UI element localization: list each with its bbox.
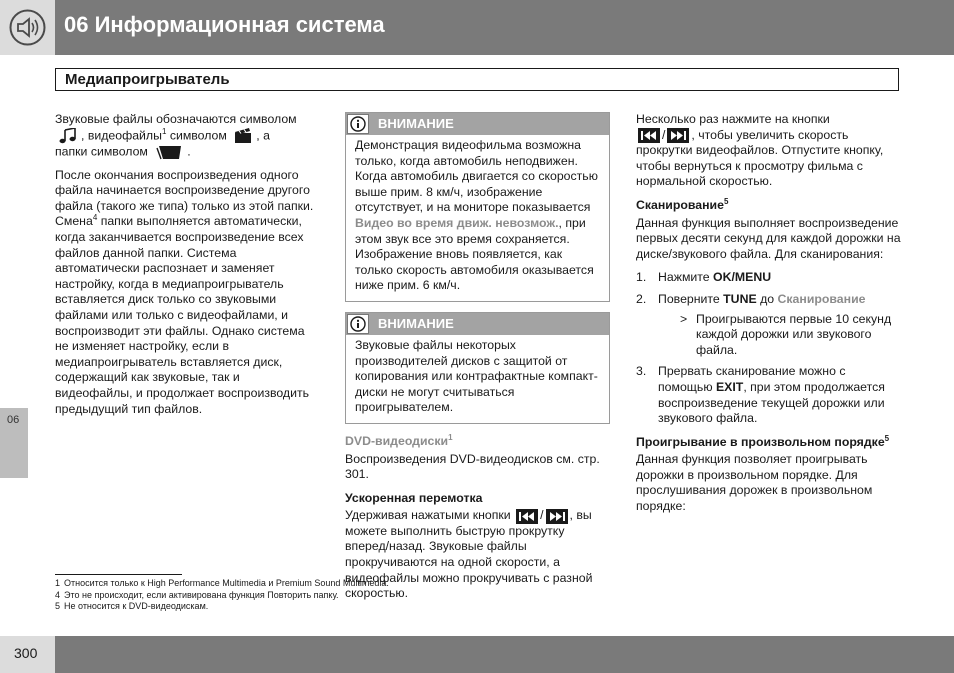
audio-file-icon — [59, 128, 77, 144]
column-2 — [345, 112, 610, 610]
column-3 — [636, 112, 901, 523]
warning-box-audio — [345, 312, 610, 424]
footnotes — [55, 578, 755, 613]
rewind-button-icon — [516, 509, 538, 524]
section-title: Медиапроигрыватель — [65, 71, 230, 88]
tune-label: TUNE — [723, 291, 757, 306]
chapter-side-tab — [0, 408, 28, 478]
forward-button-icon — [546, 509, 568, 524]
warning-header — [346, 113, 609, 135]
random-text: Данная функция позволяет проигрывать дорожки в произвольном порядке. Для прослушивания дорожек в произвольном порядке: — [636, 452, 873, 514]
column-1 — [55, 112, 320, 425]
rewind-button-icon — [638, 128, 660, 143]
chapter-title: 06 Информационная система — [64, 12, 385, 37]
side-tab-label: 06 — [7, 414, 20, 426]
forward-button-icon — [667, 128, 689, 143]
video-file-icon — [234, 128, 252, 144]
dvd-text: Воспроизведения DVD-видеодисков см. стр. 301. — [345, 451, 600, 482]
warning-text: Демонстрация видеофильма возможна только, когда автомобиль неподвижен. Когда автомобиль двигается со скоростью выше прим. 8 км/ч, изображение отсутствует, и на мониторе показывается Видео во время движ. невозмож., при этом звук все это время сохраняется. Изображение вновь появляется, как только скорость автомобиля оказывается ниже прим. 6 км/ч. — [355, 138, 598, 293]
footnote: 1 Относится только к High Performance Multimedia и Premium Sound Multimedia. — [55, 578, 389, 588]
chapter-header — [0, 0, 954, 55]
speaker-icon — [9, 9, 46, 46]
page-footer — [0, 636, 954, 673]
exit-label: EXIT — [715, 379, 744, 394]
dvd-heading: DVD-видеодиски$^1$ — [345, 432, 453, 448]
folder-icon — [155, 144, 183, 160]
footnote-divider — [55, 574, 182, 575]
intro-paragraph: Звуковые файлы обозначаются символом , видеофайлы$^1$ символом , а папки символом . — [55, 112, 297, 158]
footnote: 5 Не относится к DVD-видеодискам. — [55, 601, 209, 611]
warning-label: ВНИМАНИЕ — [378, 315, 454, 331]
page-number: 300 — [14, 645, 38, 661]
section-title-bar — [55, 68, 899, 91]
list-item: 3. Прервать сканирование можно с помощью EXIT, при этом продолжается воспроизведение текущей дорожки или звукового файла. — [636, 364, 885, 426]
warning-text: Звуковые файлы некоторых производителей дисков с защитой от копирования или контрафактные компакт-диски не могут считываться проигрывателем. — [355, 337, 598, 415]
footnote: 4 Это не происходит, если активирована функция Повторить папку. — [55, 589, 339, 600]
scan-menu-option: Сканирование — [777, 291, 866, 306]
ok-menu-label: OK/MENU — [713, 270, 772, 285]
random-heading: Проигрывание в произвольном порядке$^5$ — [636, 433, 890, 449]
list-item: 1. Нажмите OK/MENU — [636, 270, 772, 285]
video-while-driving-message: Видео во время движ. невозмож. — [355, 215, 559, 230]
scan-steps — [636, 270, 901, 426]
warning-header — [346, 313, 609, 335]
warning-box-video — [345, 112, 610, 302]
fast-forward-heading: Ускоренная перемотка — [345, 490, 483, 505]
list-item: 2. Поверните TUNE до Сканирование > Проигрываются первые 10 секунд каждой дорожки или звукового файла. — [636, 292, 901, 358]
chapter-icon-box — [0, 0, 55, 55]
scan-heading: Сканирование$^5$ — [636, 196, 729, 212]
warning-label: ВНИМАНИЕ — [378, 116, 454, 131]
fast-forward-text: Удерживая нажатыми кнопки / , вы можете выполнить быструю прокрутку вперед/назад. Звуковые файлы прокручиваются на одной скорости, а видеофайлы можно прокручивать с разной скоростью. — [345, 508, 593, 601]
folder-change-paragraph: После окончания воспроизведения одного файла начинается воспроизведение другого файла (такого же типа) только из этой папки. Смена$^4$ папки выполняется автоматически, когда заканчивается воспроизведение всех файлов данной папки. Система автоматически распознает и заменяет настройку, когда в медиапроигрыватель вставляется диск только со звуковыми файлами или только с видеофайлами, и воспроизводит эти файлы. Однако система не изменяет настройку, если в медиапроигрыватель вставляется диск, содержащий как звуковые, так и видеофайлы, и продолжает воспроизводить предыдущий тип файлов. — [55, 167, 314, 416]
info-icon — [349, 316, 367, 332]
speed-paragraph: Несколько раз нажмите на кнопки / , чтобы увеличить скорость прокрутки видеофайлов. Отпустите кнопку, чтобы вернуться к просмотру фильма с нормальной скоростью. — [636, 112, 884, 189]
scan-text: Данная функция выполняет воспроизведение первых десяти секунд для каждой дорожки на диске/звукового файла. Для сканирования: — [636, 215, 901, 261]
sub-step: > Проигрываются первые 10 секунд каждой дорожки или звукового файла. — [680, 311, 892, 357]
info-icon — [349, 116, 367, 132]
page-number-box — [0, 636, 55, 673]
